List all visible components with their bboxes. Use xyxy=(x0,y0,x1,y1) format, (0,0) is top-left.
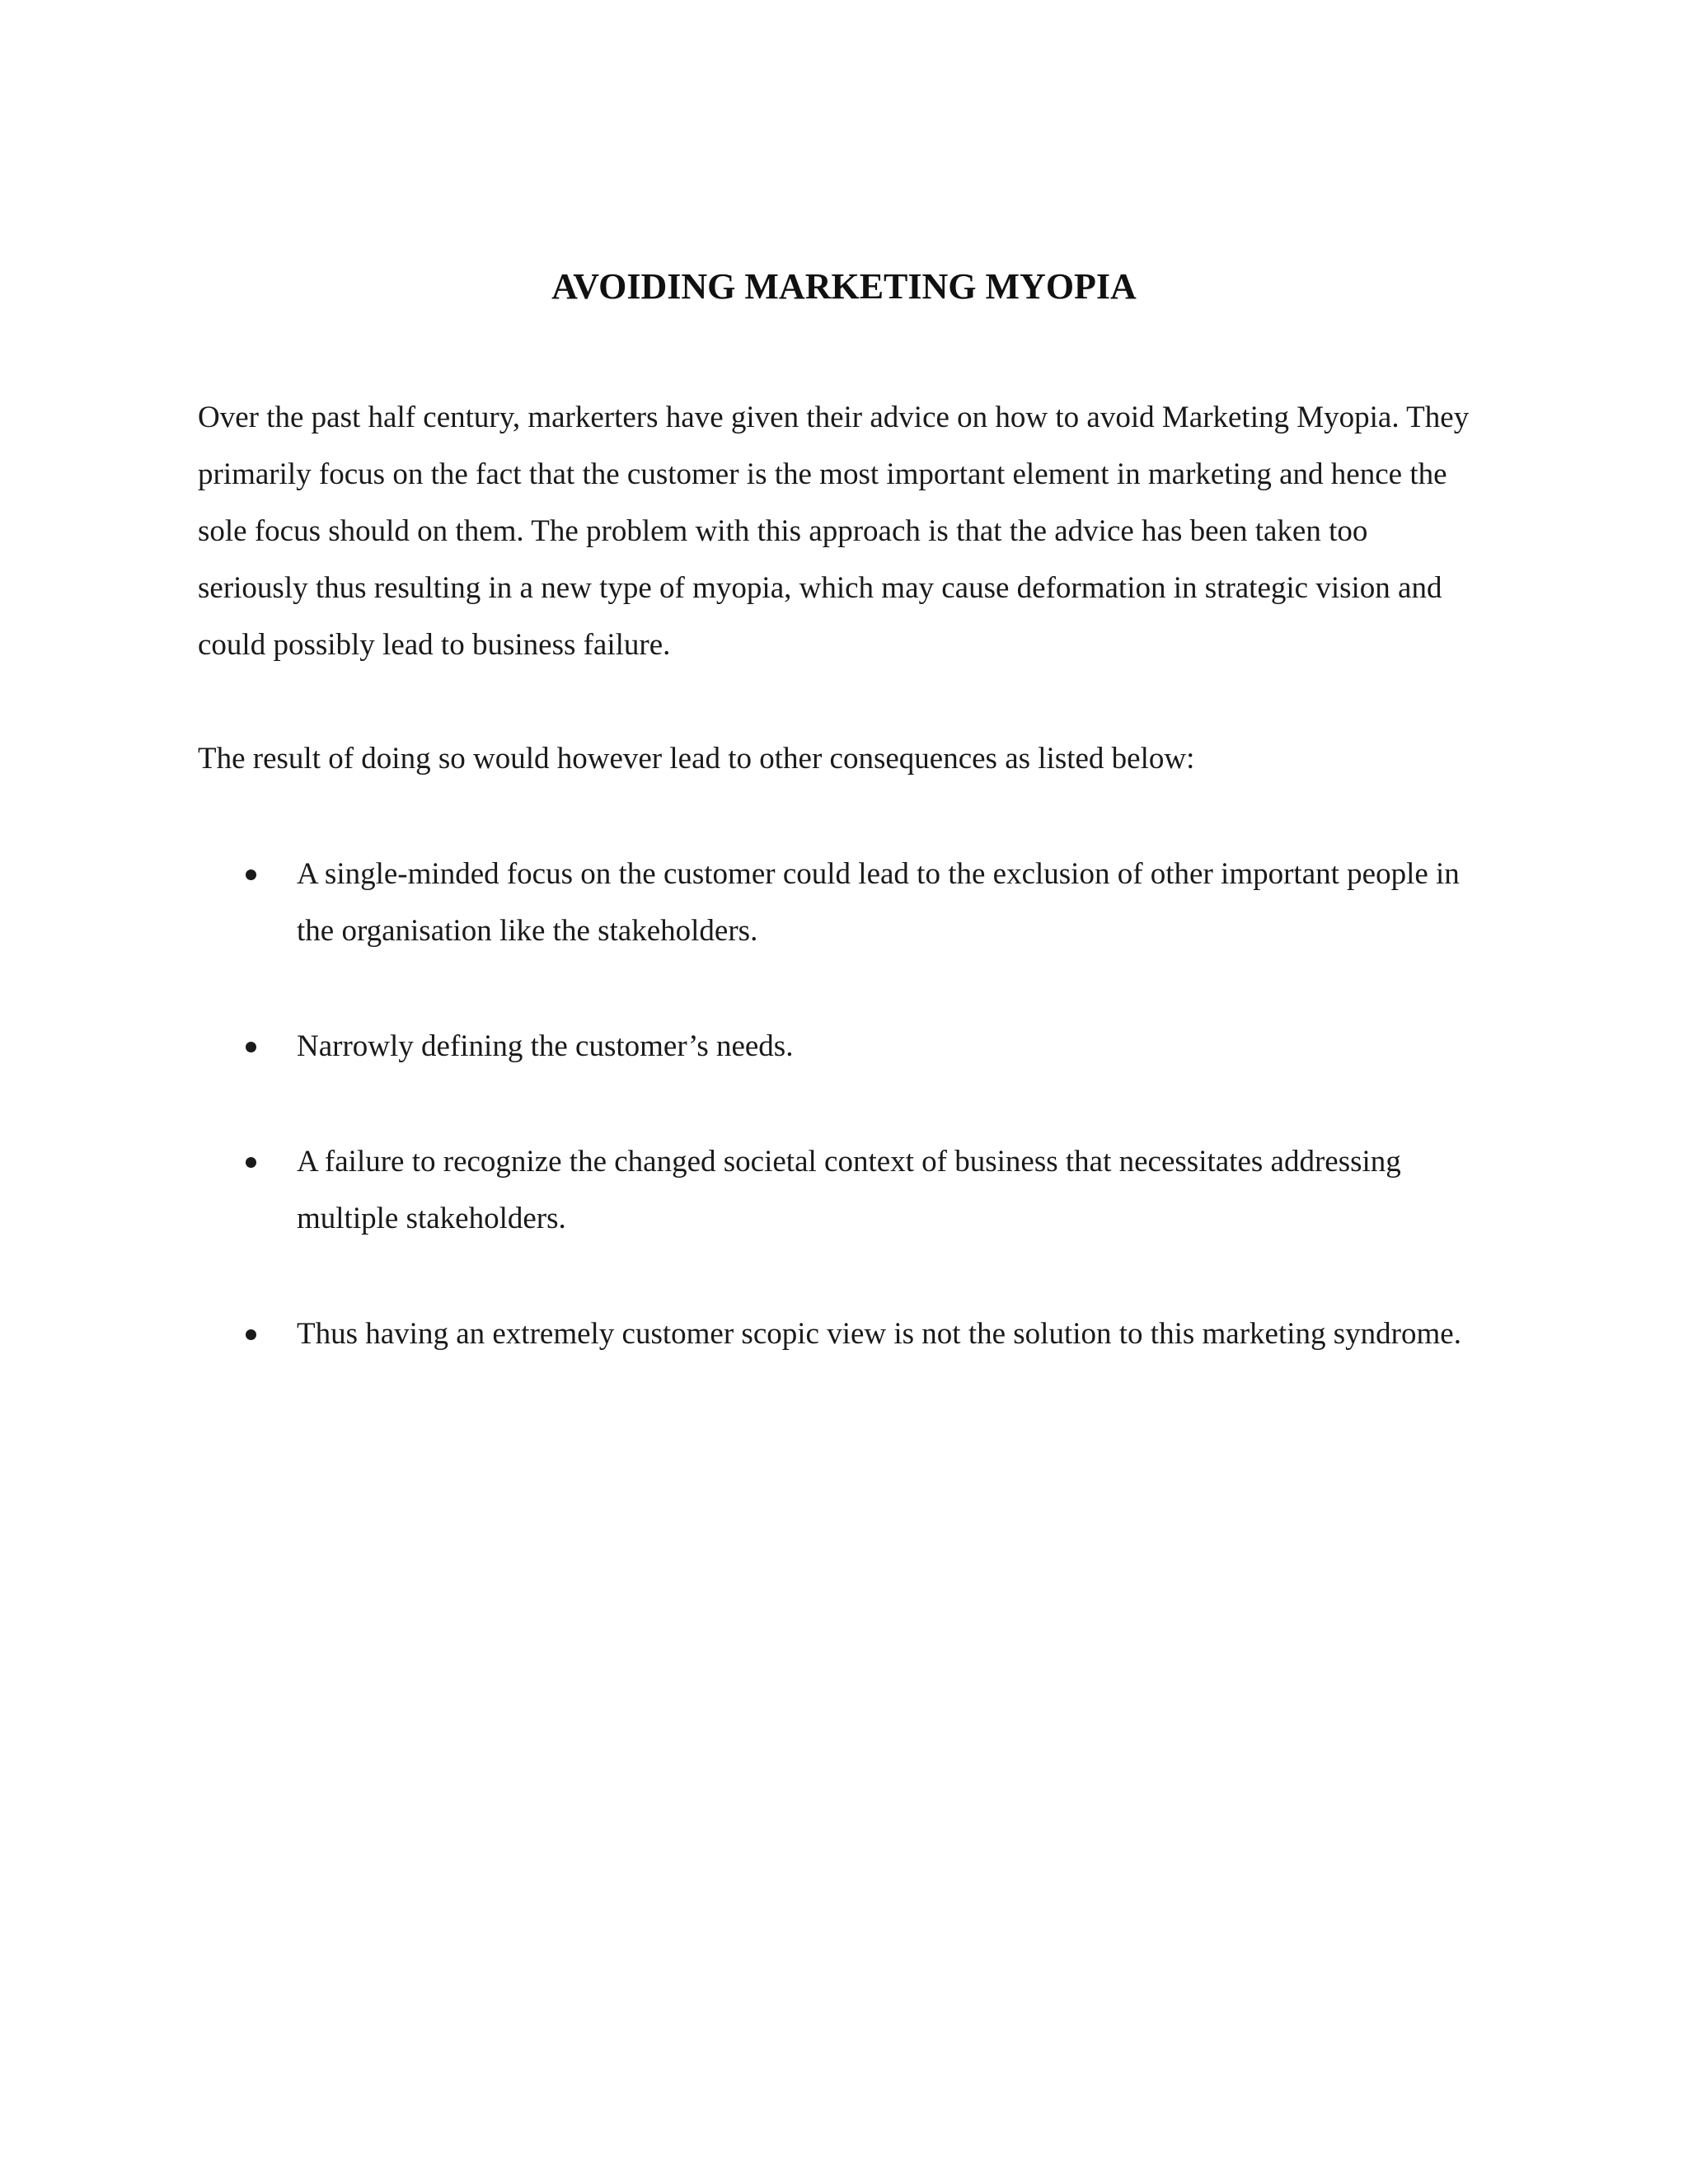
list-item-text: A failure to recognize the changed societal context of business that necessitates addressing multiple stakeholders. xyxy=(297,1145,1401,1235)
intro-paragraph: Over the past half century, markerters have given their advice on how to avoid Marketing Myopia. They primarily focus on the fact that the customer is the most important element in marketing and hence the sole focus should on them. The problem with this approach is that the advice has been taken too seriously thus resulting in a new type of myopia, which may cause deformation in strategic vision and could possibly lead to business failure. xyxy=(198,401,1470,662)
list-item xyxy=(198,1018,1484,1075)
bullet-icon xyxy=(246,1042,256,1052)
bullet-icon xyxy=(246,869,256,880)
list-item-text: Narrowly defining the customer’s needs. xyxy=(297,1029,794,1063)
list-item-text: A single-minded focus on the customer could lead to the exclusion of other important people in the organisation like the stakeholders. xyxy=(297,857,1460,948)
bullet-icon xyxy=(246,1157,256,1168)
page-title: AVOIDING MARKETING MYOPIA xyxy=(551,266,1137,307)
bullet-icon xyxy=(246,1329,256,1340)
consequences-list xyxy=(198,846,1484,1421)
list-item xyxy=(198,1133,1484,1247)
list-item xyxy=(198,846,1484,959)
list-item xyxy=(198,1305,1484,1362)
consequences-paragraph: The result of doing so would however lead to other consequences as listed below: xyxy=(198,742,1195,776)
list-item-text: Thus having an extremely customer scopic view is not the solution to this marketing syndrome. xyxy=(297,1317,1461,1351)
